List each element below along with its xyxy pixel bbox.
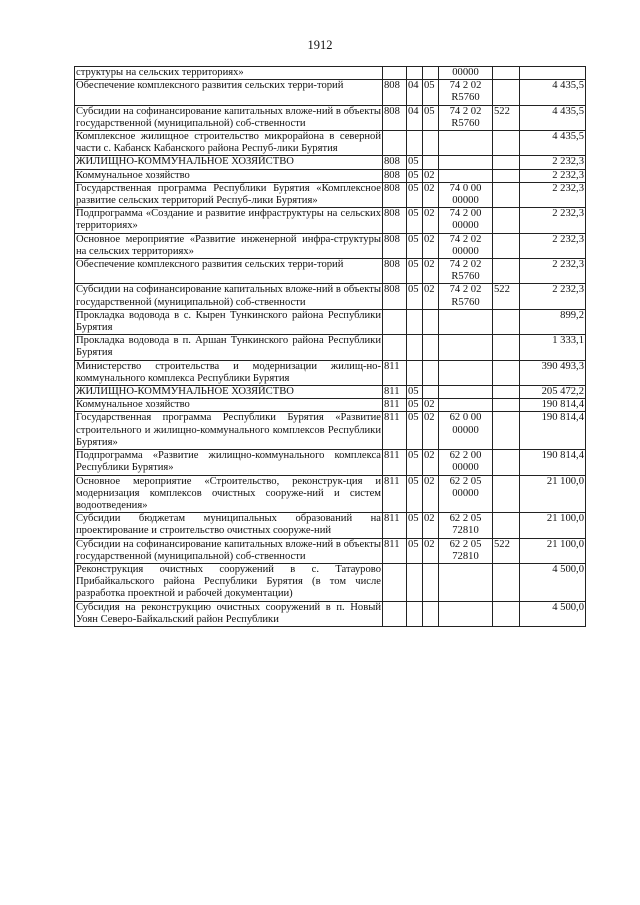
section-code-cell: 05 bbox=[407, 475, 423, 513]
expense-type-cell bbox=[493, 233, 520, 258]
row-name-cell: Комплексное жилищное строительство микрорайона в северной части с. Кабанск Кабанского района Респуб-лики Бурятия bbox=[76, 131, 381, 155]
admin-code-cell: 811 bbox=[383, 360, 407, 385]
subsection-code-cell: 02 bbox=[423, 233, 439, 258]
table-row bbox=[75, 233, 586, 258]
expense-type-cell bbox=[493, 208, 520, 233]
admin-code-cell: 811 bbox=[383, 450, 407, 475]
amount-cell: 21 100,0 bbox=[520, 538, 586, 563]
subsection-code-cell: 02 bbox=[423, 475, 439, 513]
expense-type-cell bbox=[493, 182, 520, 207]
target-article-cell bbox=[439, 563, 493, 601]
table-row bbox=[75, 386, 586, 399]
amount-cell: 190 814,4 bbox=[520, 399, 586, 412]
admin-code-cell: 808 bbox=[383, 208, 407, 233]
table-row bbox=[75, 475, 586, 513]
table-row bbox=[75, 538, 586, 563]
amount-cell: 2 232,3 bbox=[520, 259, 586, 284]
section-code-cell: 05 bbox=[407, 156, 423, 169]
expense-type-cell bbox=[493, 450, 520, 475]
subsection-code-cell: 02 bbox=[423, 208, 439, 233]
expense-type-cell bbox=[493, 601, 520, 626]
expense-type-cell bbox=[493, 156, 520, 169]
row-name-cell: Субсидии бюджетам муниципальных образований на проектирование и строительство очистных сооруже-ний bbox=[76, 513, 381, 537]
section-code-cell bbox=[407, 335, 423, 360]
row-name-cell: Подпрограмма «Развитие жилищно-коммунального комплекса Республики Бурятия» bbox=[76, 450, 381, 474]
section-code-cell: 04 bbox=[407, 105, 423, 130]
row-name-cell: Субсидии на софинансирование капитальных вложе-ний в объекты государственной (муниципальной) соб-ственности bbox=[76, 538, 381, 562]
subsection-code-cell: 02 bbox=[423, 259, 439, 284]
amount-cell: 2 232,3 bbox=[520, 169, 586, 182]
section-code-cell: 05 bbox=[407, 182, 423, 207]
admin-code-cell: 808 bbox=[383, 169, 407, 182]
target-article-cell bbox=[439, 335, 493, 360]
row-name-cell: Коммунальное хозяйство bbox=[75, 169, 383, 182]
amount-cell: 2 232,3 bbox=[520, 208, 586, 233]
target-article-cell: 74 2 02 R5760 bbox=[439, 105, 493, 130]
section-code-cell: 05 bbox=[407, 233, 423, 258]
row-name-cell: Основное мероприятие «Строительство, реконструк-ция и модернизация комплексов очистных сооруже-ний и систем водоотведения» bbox=[76, 475, 381, 511]
expense-type-cell bbox=[493, 309, 520, 334]
row-name-cell: Реконструкция очистных сооружений в с. Татаурово Прибайкальского района Республики Бурятия (в том числе разработка проектной и рабочей документации) bbox=[76, 563, 381, 600]
section-code-cell bbox=[407, 601, 423, 626]
subsection-code-cell bbox=[423, 386, 439, 399]
table-row bbox=[75, 450, 586, 475]
target-article-cell bbox=[439, 309, 493, 334]
subsection-code-cell: 02 bbox=[423, 412, 439, 450]
subsection-code-cell: 02 bbox=[423, 284, 439, 309]
admin-code-cell bbox=[383, 309, 407, 334]
subsection-code-cell: 02 bbox=[423, 513, 439, 538]
budget-table-body bbox=[75, 67, 586, 627]
section-code-cell: 04 bbox=[407, 80, 423, 105]
section-code-cell bbox=[407, 360, 423, 385]
admin-code-cell bbox=[383, 335, 407, 360]
amount-cell: 190 814,4 bbox=[520, 412, 586, 450]
subsection-code-cell bbox=[423, 156, 439, 169]
row-name-cell: Субсидии на софинансирование капитальных вложе-ний в объекты государственной (муниципальной) соб-ственности bbox=[76, 284, 381, 308]
target-article-cell: 00000 bbox=[439, 67, 493, 80]
target-article-cell: 62 2 05 72810 bbox=[439, 538, 493, 563]
admin-code-cell bbox=[383, 563, 407, 601]
row-name-cell: ЖИЛИЩНО-КОММУНАЛЬНОЕ ХОЗЯЙСТВО bbox=[75, 386, 383, 399]
row-name-cell: Государственная программа Республики Бурятия «Развитие строительного и жилищно-коммунального комплексов Республики Бурятия» bbox=[76, 412, 381, 448]
amount-cell: 205 472,2 bbox=[520, 386, 586, 399]
amount-cell: 4 500,0 bbox=[520, 601, 586, 626]
admin-code-cell: 808 bbox=[383, 182, 407, 207]
expense-type-cell bbox=[493, 67, 520, 80]
section-code-cell: 05 bbox=[407, 513, 423, 538]
expense-type-cell bbox=[493, 360, 520, 385]
amount-cell: 1 333,1 bbox=[520, 335, 586, 360]
subsection-code-cell: 02 bbox=[423, 450, 439, 475]
subsection-code-cell: 02 bbox=[423, 169, 439, 182]
target-article-cell bbox=[439, 360, 493, 385]
expense-type-cell: 522 bbox=[493, 284, 520, 309]
subsection-code-cell bbox=[423, 335, 439, 360]
table-row bbox=[75, 513, 586, 538]
subsection-code-cell bbox=[423, 131, 439, 156]
table-row bbox=[75, 309, 586, 334]
expense-type-cell bbox=[493, 131, 520, 156]
expense-type-cell: 522 bbox=[493, 105, 520, 130]
subsection-code-cell bbox=[423, 67, 439, 80]
amount-cell: 4 435,5 bbox=[520, 131, 586, 156]
table-row bbox=[75, 563, 586, 601]
section-code-cell: 05 bbox=[407, 412, 423, 450]
admin-code-cell: 811 bbox=[383, 386, 407, 399]
table-row bbox=[75, 156, 586, 169]
target-article-cell bbox=[439, 169, 493, 182]
amount-cell: 190 814,4 bbox=[520, 450, 586, 475]
expense-type-cell: 522 bbox=[493, 538, 520, 563]
admin-code-cell: 811 bbox=[383, 538, 407, 563]
target-article-cell: 74 2 02 R5760 bbox=[439, 259, 493, 284]
section-code-cell bbox=[407, 131, 423, 156]
amount-cell bbox=[520, 67, 586, 80]
section-code-cell: 05 bbox=[407, 284, 423, 309]
target-article-cell: 74 2 00 00000 bbox=[439, 208, 493, 233]
target-article-cell: 74 0 00 00000 bbox=[439, 182, 493, 207]
subsection-code-cell: 02 bbox=[423, 182, 439, 207]
admin-code-cell: 811 bbox=[383, 399, 407, 412]
table-row bbox=[75, 335, 586, 360]
amount-cell: 4 435,5 bbox=[520, 105, 586, 130]
target-article-cell bbox=[439, 601, 493, 626]
target-article-cell: 74 2 02 R5760 bbox=[439, 284, 493, 309]
subsection-code-cell bbox=[423, 601, 439, 626]
subsection-code-cell: 05 bbox=[423, 80, 439, 105]
expense-type-cell bbox=[493, 335, 520, 360]
expense-type-cell bbox=[493, 513, 520, 538]
subsection-code-cell: 02 bbox=[423, 538, 439, 563]
row-name-cell: структуры на сельских территориях» bbox=[75, 67, 383, 80]
expense-type-cell bbox=[493, 475, 520, 513]
section-code-cell bbox=[407, 563, 423, 601]
target-article-cell bbox=[439, 399, 493, 412]
subsection-code-cell: 02 bbox=[423, 399, 439, 412]
amount-cell: 2 232,3 bbox=[520, 284, 586, 309]
expense-type-cell bbox=[493, 399, 520, 412]
table-row bbox=[75, 67, 586, 80]
amount-cell: 2 232,3 bbox=[520, 182, 586, 207]
target-article-cell: 62 2 00 00000 bbox=[439, 450, 493, 475]
target-article-cell bbox=[439, 131, 493, 156]
row-name-cell: Субсидии на софинансирование капитальных вложе-ний в объекты государственной (муниципальной) соб-ственности bbox=[76, 105, 381, 129]
table-row bbox=[75, 169, 586, 182]
section-code-cell: 05 bbox=[407, 538, 423, 563]
table-row bbox=[75, 105, 586, 130]
amount-cell: 899,2 bbox=[520, 309, 586, 334]
subsection-code-cell bbox=[423, 309, 439, 334]
row-name-cell: Коммунальное хозяйство bbox=[75, 399, 383, 412]
expense-type-cell bbox=[493, 169, 520, 182]
section-code-cell bbox=[407, 67, 423, 80]
table-row bbox=[75, 399, 586, 412]
target-article-cell: 74 2 02 00000 bbox=[439, 233, 493, 258]
admin-code-cell bbox=[383, 131, 407, 156]
admin-code-cell: 811 bbox=[383, 475, 407, 513]
amount-cell: 21 100,0 bbox=[520, 475, 586, 513]
table-row bbox=[75, 259, 586, 284]
admin-code-cell: 808 bbox=[383, 80, 407, 105]
target-article-cell: 62 0 00 00000 bbox=[439, 412, 493, 450]
amount-cell: 2 232,3 bbox=[520, 233, 586, 258]
row-name-cell: Министерство строительства и модернизации жилищ-но-коммунального комплекса Республики Бурятия bbox=[76, 360, 381, 384]
row-name-cell: Основное мероприятие «Развитие инженерной инфра-структуры на сельских территориях» bbox=[76, 233, 381, 257]
admin-code-cell: 808 bbox=[383, 284, 407, 309]
subsection-code-cell: 05 bbox=[423, 105, 439, 130]
amount-cell: 4 500,0 bbox=[520, 563, 586, 601]
row-name-cell: Прокладка водовода в с. Кырен Тункинского района Республики Бурятия bbox=[76, 309, 381, 334]
row-name-cell: Государственная программа Республики Бурятия «Комплексное развитие сельских территорий Респуб-лики Бурятия» bbox=[76, 182, 381, 207]
target-article-cell bbox=[439, 386, 493, 399]
admin-code-cell: 811 bbox=[383, 412, 407, 450]
section-code-cell: 05 bbox=[407, 450, 423, 475]
table-row bbox=[75, 80, 586, 105]
table-row bbox=[75, 412, 586, 450]
target-article-cell: 62 2 05 00000 bbox=[439, 475, 493, 513]
table-row bbox=[75, 284, 586, 309]
expense-type-cell bbox=[493, 386, 520, 399]
budget-table bbox=[74, 66, 586, 627]
admin-code-cell: 811 bbox=[383, 513, 407, 538]
admin-code-cell bbox=[383, 601, 407, 626]
admin-code-cell: 808 bbox=[383, 156, 407, 169]
subsection-code-cell bbox=[423, 563, 439, 601]
expense-type-cell bbox=[493, 412, 520, 450]
row-name-cell: ЖИЛИЩНО-КОММУНАЛЬНОЕ ХОЗЯЙСТВО bbox=[75, 156, 383, 169]
amount-cell: 21 100,0 bbox=[520, 513, 586, 538]
amount-cell: 390 493,3 bbox=[520, 360, 586, 385]
table-row bbox=[75, 360, 586, 385]
table-row bbox=[75, 182, 586, 207]
page-number: 1912 bbox=[307, 38, 333, 52]
expense-type-cell bbox=[493, 80, 520, 105]
section-code-cell: 05 bbox=[407, 169, 423, 182]
table-row bbox=[75, 601, 586, 626]
section-code-cell: 05 bbox=[407, 399, 423, 412]
section-code-cell: 05 bbox=[407, 259, 423, 284]
amount-cell: 2 232,3 bbox=[520, 156, 586, 169]
row-name-cell: Обеспечение комплексного развития сельских терри-торий bbox=[75, 80, 383, 105]
expense-type-cell bbox=[493, 563, 520, 601]
row-name-cell: Субсидия на реконструкцию очистных сооружений в п. Новый Уоян Северо-Байкальский район Республики bbox=[76, 601, 381, 625]
target-article-cell: 62 2 05 72810 bbox=[439, 513, 493, 538]
row-name-cell: Прокладка водовода в п. Аршан Тункинского района Республики Бурятия bbox=[76, 335, 381, 359]
row-name-cell: Обеспечение комплексного развития сельских терри-торий bbox=[75, 259, 383, 284]
subsection-code-cell bbox=[423, 360, 439, 385]
expense-type-cell bbox=[493, 259, 520, 284]
section-code-cell bbox=[407, 309, 423, 334]
table-row bbox=[75, 208, 586, 233]
target-article-cell: 74 2 02 R5760 bbox=[439, 80, 493, 105]
amount-cell: 4 435,5 bbox=[520, 80, 586, 105]
admin-code-cell: 808 bbox=[383, 259, 407, 284]
admin-code-cell: 808 bbox=[383, 233, 407, 258]
section-code-cell: 05 bbox=[407, 386, 423, 399]
section-code-cell: 05 bbox=[407, 208, 423, 233]
admin-code-cell: 808 bbox=[383, 105, 407, 130]
target-article-cell bbox=[439, 156, 493, 169]
admin-code-cell bbox=[383, 67, 407, 80]
row-name-cell: Подпрограмма «Создание и развитие инфраструктуры на сельских территориях» bbox=[76, 208, 381, 232]
table-row bbox=[75, 131, 586, 156]
